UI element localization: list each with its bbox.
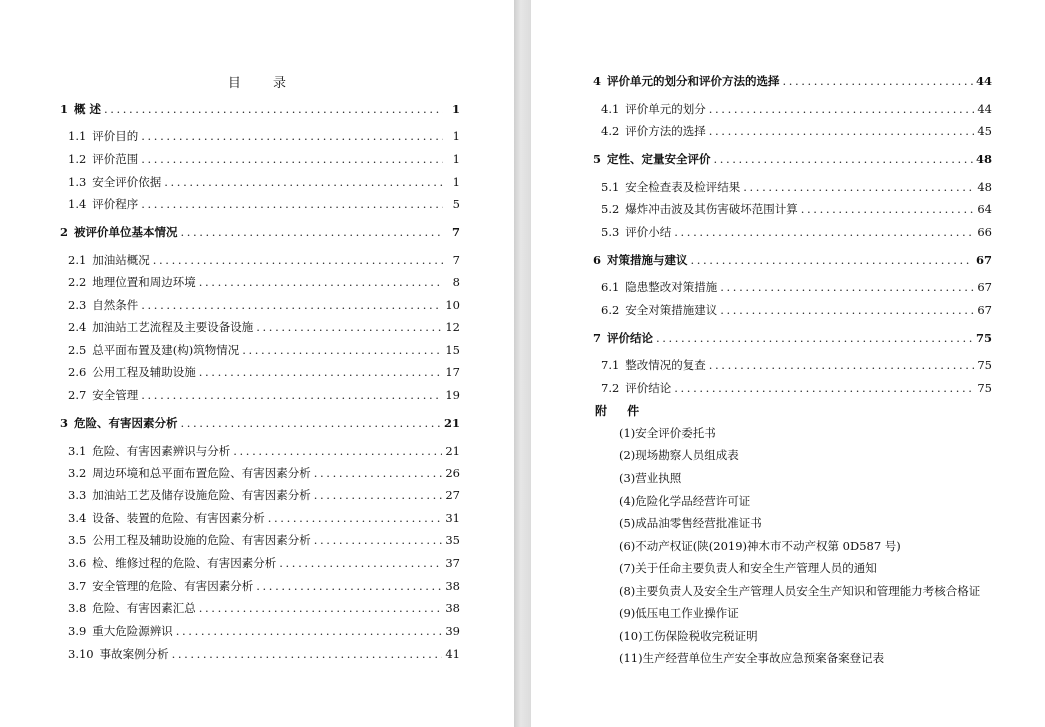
toc-entry-number: 6.1 (601, 280, 620, 294)
toc-section-entry[interactable] (601, 357, 992, 373)
toc-entry-number: 3 (60, 416, 69, 430)
toc-entry-number: 2.2 (68, 275, 87, 289)
toc-entry-label: 总平面布置及建(构)筑物情况 (92, 343, 240, 357)
toc-entry-label: 危险、有害因素汇总 (92, 601, 196, 615)
toc-entry-label: 整改情况的复查 (625, 358, 706, 372)
toc-leader-dots (199, 274, 443, 290)
toc-entry-number: 5 (593, 152, 602, 166)
toc-chapter-entry[interactable] (593, 73, 992, 89)
toc-leader-dots (141, 297, 442, 313)
toc-entry-number: 5.1 (601, 180, 620, 194)
toc-leader-dots (242, 342, 442, 358)
toc-section-entry[interactable] (601, 123, 992, 139)
toc-section-entry[interactable] (601, 224, 992, 240)
toc-entry-label: 评价范围 (92, 152, 139, 166)
toc-entry-page: 67 (977, 280, 992, 294)
toc-section-entry[interactable] (68, 623, 460, 639)
appendix-item[interactable]: (7)关于任命主要负责人和安全生产管理人员的通知 (619, 561, 877, 575)
toc-entry-number: 3.9 (68, 624, 87, 638)
toc-entry-label: 安全检查表及检评结果 (625, 180, 741, 194)
toc-leader-dots (172, 646, 443, 662)
toc-entry-number: 2.5 (68, 343, 87, 357)
toc-entry-number: 4.2 (601, 124, 620, 138)
toc-leader-dots (720, 302, 974, 318)
appendix-item[interactable]: (5)成品油零售经营批准证书 (619, 516, 762, 530)
toc-entry-page: 38 (445, 579, 460, 593)
toc-entry-page: 38 (445, 601, 460, 615)
toc-entry-number: 3.5 (68, 533, 87, 547)
toc-section-entry[interactable] (68, 510, 460, 526)
toc-entry-number: 3.10 (68, 647, 94, 661)
toc-leader-dots (720, 279, 974, 295)
toc-entry-page: 45 (977, 124, 992, 138)
toc-leader-dots (801, 201, 975, 217)
toc-entry-number: 1 (60, 102, 69, 116)
toc-entry-number: 2.6 (68, 365, 87, 379)
toc-entry-label: 评价目的 (92, 129, 139, 143)
toc-entry-label: 对策措施与建议 (607, 253, 688, 267)
toc-entry-page: 75 (975, 331, 992, 345)
toc-section-entry[interactable] (68, 174, 460, 190)
toc-section-entry[interactable] (601, 279, 992, 295)
toc-entry-label: 安全评价依据 (92, 175, 162, 189)
toc-entry-label: 检、维修过程的危险、有害因素分析 (92, 556, 277, 570)
toc-entry-page: 64 (977, 202, 992, 216)
toc-section-entry[interactable] (68, 319, 460, 335)
toc-entry-number: 6 (593, 253, 602, 267)
toc-entry-page: 67 (977, 303, 992, 317)
toc-leader-dots (104, 101, 443, 117)
toc-entry-page: 26 (445, 466, 460, 480)
toc-section-entry[interactable] (601, 302, 992, 318)
appendix-item[interactable]: (2)现场勘察人员组成表 (619, 448, 739, 462)
toc-entry-label: 加油站概况 (92, 253, 150, 267)
toc-entry-label: 安全管理的危险、有害因素分析 (92, 579, 254, 593)
toc-entry-page: 17 (445, 365, 460, 379)
toc-leader-dots (314, 532, 443, 548)
toc-entry-label: 重大危险源辨识 (92, 624, 173, 638)
toc-entry-number: 2.4 (68, 320, 87, 334)
toc-entry-page: 27 (445, 488, 460, 502)
toc-section-entry[interactable] (601, 201, 992, 217)
toc-entry-number: 3.3 (68, 488, 87, 502)
toc-entry-page: 15 (445, 343, 460, 357)
toc-entry-page: 19 (445, 388, 460, 402)
toc-entry-label: 被评价单位基本情况 (74, 225, 178, 239)
toc-leader-dots (709, 357, 975, 373)
toc-section-entry[interactable] (601, 380, 992, 396)
toc-entry-label: 评价单元的划分 (625, 102, 706, 116)
toc-entry-number: 2.7 (68, 388, 87, 402)
toc-entry-page: 1 (452, 152, 460, 166)
toc-leader-dots (199, 364, 443, 380)
toc-entry-page: 1 (451, 102, 460, 116)
toc-chapter-entry[interactable] (593, 252, 992, 268)
toc-entry-page: 12 (445, 320, 460, 334)
appendix-item[interactable]: (3)营业执照 (619, 471, 682, 485)
toc-chapter-entry[interactable] (60, 415, 460, 431)
toc-entry-label: 公用工程及辅助设施 (92, 365, 196, 379)
toc-entry-page: 31 (445, 511, 460, 525)
toc-entry-page: 8 (452, 275, 460, 289)
toc-entry-label: 公用工程及辅助设施的危险、有害因素分析 (92, 533, 311, 547)
toc-leader-dots (709, 123, 975, 139)
toc-section-entry[interactable] (68, 364, 460, 380)
toc-entry-label: 评价结论 (607, 331, 654, 345)
toc-leader-dots (153, 252, 443, 268)
toc-leader-dots (783, 73, 973, 89)
toc-entry-label: 周边环境和总平面布置危险、有害因素分析 (92, 466, 311, 480)
toc-entry-page: 10 (445, 298, 460, 312)
toc-chapter-entry[interactable] (593, 330, 992, 346)
toc-section-entry[interactable] (68, 274, 460, 290)
toc-section-entry[interactable] (68, 555, 460, 571)
toc-section-entry[interactable] (68, 487, 460, 503)
toc-entry-number: 3.7 (68, 579, 87, 593)
toc-leader-dots (256, 578, 442, 594)
toc-entry-label: 评价程序 (92, 197, 139, 211)
toc-entry-page: 21 (445, 444, 460, 458)
toc-entry-number: 3.1 (68, 444, 87, 458)
toc-entry-page: 48 (975, 152, 992, 166)
toc-entry-page: 21 (443, 416, 460, 430)
appendix-item[interactable]: (11)生产经营单位生产安全事故应急预案备案登记表 (619, 651, 885, 665)
toc-section-entry[interactable] (68, 532, 460, 548)
toc-entry-number: 5.3 (601, 225, 620, 239)
toc-leader-dots (314, 465, 443, 481)
toc-section-entry[interactable] (68, 646, 460, 662)
toc-entry-label: 地理位置和周边环境 (92, 275, 196, 289)
toc-section-entry[interactable] (68, 342, 460, 358)
toc-leader-dots (674, 224, 974, 240)
toc-entry-page: 35 (445, 533, 460, 547)
appendix-item[interactable]: (6)不动产权证(陕(2019)神木市不动产权第 0D587 号) (619, 539, 901, 553)
toc-leader-dots (256, 319, 442, 335)
toc-entry-number: 3.6 (68, 556, 87, 570)
toc-entry-label: 评价单元的划分和评价方法的选择 (607, 74, 780, 88)
toc-entry-page: 1 (452, 129, 460, 143)
toc-entry-label: 安全对策措施建议 (625, 303, 718, 317)
toc-entry-page: 7 (451, 225, 460, 239)
toc-entry-number: 1.4 (68, 197, 87, 211)
toc-leader-dots (141, 151, 443, 167)
appendix-item[interactable]: (4)危险化学品经营许可证 (619, 494, 751, 508)
toc-entry-number: 2.3 (68, 298, 87, 312)
toc-entry-label: 评价小结 (625, 225, 672, 239)
appendix-item[interactable]: (9)低压电工作业操作证 (619, 606, 739, 620)
toc-section-entry[interactable] (68, 128, 460, 144)
toc-entry-label: 爆炸冲击波及其伤害破坏范围计算 (625, 202, 798, 216)
toc-leader-dots (279, 555, 442, 571)
appendix-item[interactable]: (8)主要负责人及安全生产管理人员安全生产知识和管理能力考核合格证 (619, 584, 981, 598)
toc-chapter-entry[interactable] (60, 101, 460, 117)
toc-entry-number: 4.1 (601, 102, 620, 116)
toc-leader-dots (314, 487, 443, 503)
toc-leader-dots (141, 196, 443, 212)
toc-entry-page: 44 (975, 74, 992, 88)
toc-title: 目 录 (227, 76, 301, 91)
toc-leader-dots (656, 330, 973, 346)
toc-entry-label: 危险、有害因素辨识与分析 (92, 444, 231, 458)
toc-section-entry[interactable] (68, 578, 460, 594)
toc-entry-number: 5.2 (601, 202, 620, 216)
toc-section-entry[interactable] (68, 443, 460, 459)
toc-section-entry[interactable] (68, 297, 460, 313)
toc-chapter-entry[interactable] (60, 224, 460, 240)
toc-section-entry[interactable] (68, 151, 460, 167)
toc-entry-page: 41 (445, 647, 460, 661)
document-page-right (531, 0, 1045, 727)
toc-entry-label: 事故案例分析 (99, 647, 169, 661)
toc-entry-number: 4 (593, 74, 602, 88)
toc-leader-dots (176, 623, 443, 639)
toc-leader-dots (268, 510, 443, 526)
toc-leader-dots (714, 151, 973, 167)
toc-entry-number: 7.2 (601, 381, 620, 395)
toc-section-entry[interactable] (68, 600, 460, 616)
toc-entry-page: 75 (977, 358, 992, 372)
toc-leader-dots (164, 174, 443, 190)
appendix-item[interactable]: (10)工伤保险税收完税证明 (619, 629, 758, 643)
toc-entry-label: 评价结论 (625, 381, 672, 395)
appendix-title: 附 件 (595, 404, 648, 418)
toc-entry-page: 66 (977, 225, 992, 239)
toc-leader-dots (141, 387, 442, 403)
toc-section-entry[interactable] (68, 196, 460, 212)
toc-entry-page: 7 (452, 253, 460, 267)
toc-leader-dots (181, 415, 441, 431)
toc-entry-label: 定性、定量安全评价 (607, 152, 711, 166)
toc-entry-page: 5 (452, 197, 460, 211)
document-page-left (0, 0, 514, 727)
toc-entry-page: 75 (977, 381, 992, 395)
toc-entry-page: 37 (445, 556, 460, 570)
toc-entry-label: 设备、装置的危险、有害因素分析 (92, 511, 265, 525)
appendix-item[interactable]: (1)安全评价委托书 (619, 426, 716, 440)
toc-leader-dots (709, 101, 975, 117)
toc-entry-page: 44 (977, 102, 992, 116)
toc-entry-label: 概 述 (74, 102, 102, 116)
toc-entry-label: 评价方法的选择 (625, 124, 706, 138)
toc-entry-page: 1 (452, 175, 460, 189)
toc-entry-page: 67 (975, 253, 992, 267)
toc-entry-number: 1.1 (68, 129, 87, 143)
toc-section-entry[interactable] (601, 179, 992, 195)
toc-entry-number: 3.2 (68, 466, 87, 480)
toc-leader-dots (181, 224, 443, 240)
toc-section-entry[interactable] (68, 465, 460, 481)
toc-entry-label: 隐患整改对策措施 (625, 280, 718, 294)
toc-section-entry[interactable] (68, 252, 460, 268)
toc-entry-label: 危险、有害因素分析 (74, 416, 178, 430)
toc-entry-number: 2.1 (68, 253, 87, 267)
toc-entry-label: 加油站工艺流程及主要设备设施 (92, 320, 254, 334)
toc-section-entry[interactable] (601, 101, 992, 117)
toc-leader-dots (674, 380, 974, 396)
toc-entry-page: 48 (977, 180, 992, 194)
toc-chapter-entry[interactable] (593, 151, 992, 167)
toc-leader-dots (743, 179, 974, 195)
toc-entry-page: 39 (445, 624, 460, 638)
toc-entry-number: 2 (60, 225, 69, 239)
toc-entry-label: 自然条件 (92, 298, 139, 312)
page-gutter (514, 0, 531, 727)
toc-entry-number: 7 (593, 331, 602, 345)
toc-leader-dots (199, 600, 443, 616)
toc-leader-dots (691, 252, 973, 268)
toc-entry-number: 6.2 (601, 303, 620, 317)
toc-leader-dots (233, 443, 442, 459)
toc-entry-number: 1.3 (68, 175, 87, 189)
toc-entry-number: 7.1 (601, 358, 620, 372)
toc-leader-dots (141, 128, 443, 144)
toc-entry-number: 3.8 (68, 601, 87, 615)
toc-entry-label: 安全管理 (92, 388, 139, 402)
toc-entry-number: 1.2 (68, 152, 87, 166)
toc-entry-label: 加油站工艺及储存设施危险、有害因素分析 (92, 488, 311, 502)
toc-section-entry[interactable] (68, 387, 460, 403)
toc-entry-number: 3.4 (68, 511, 87, 525)
